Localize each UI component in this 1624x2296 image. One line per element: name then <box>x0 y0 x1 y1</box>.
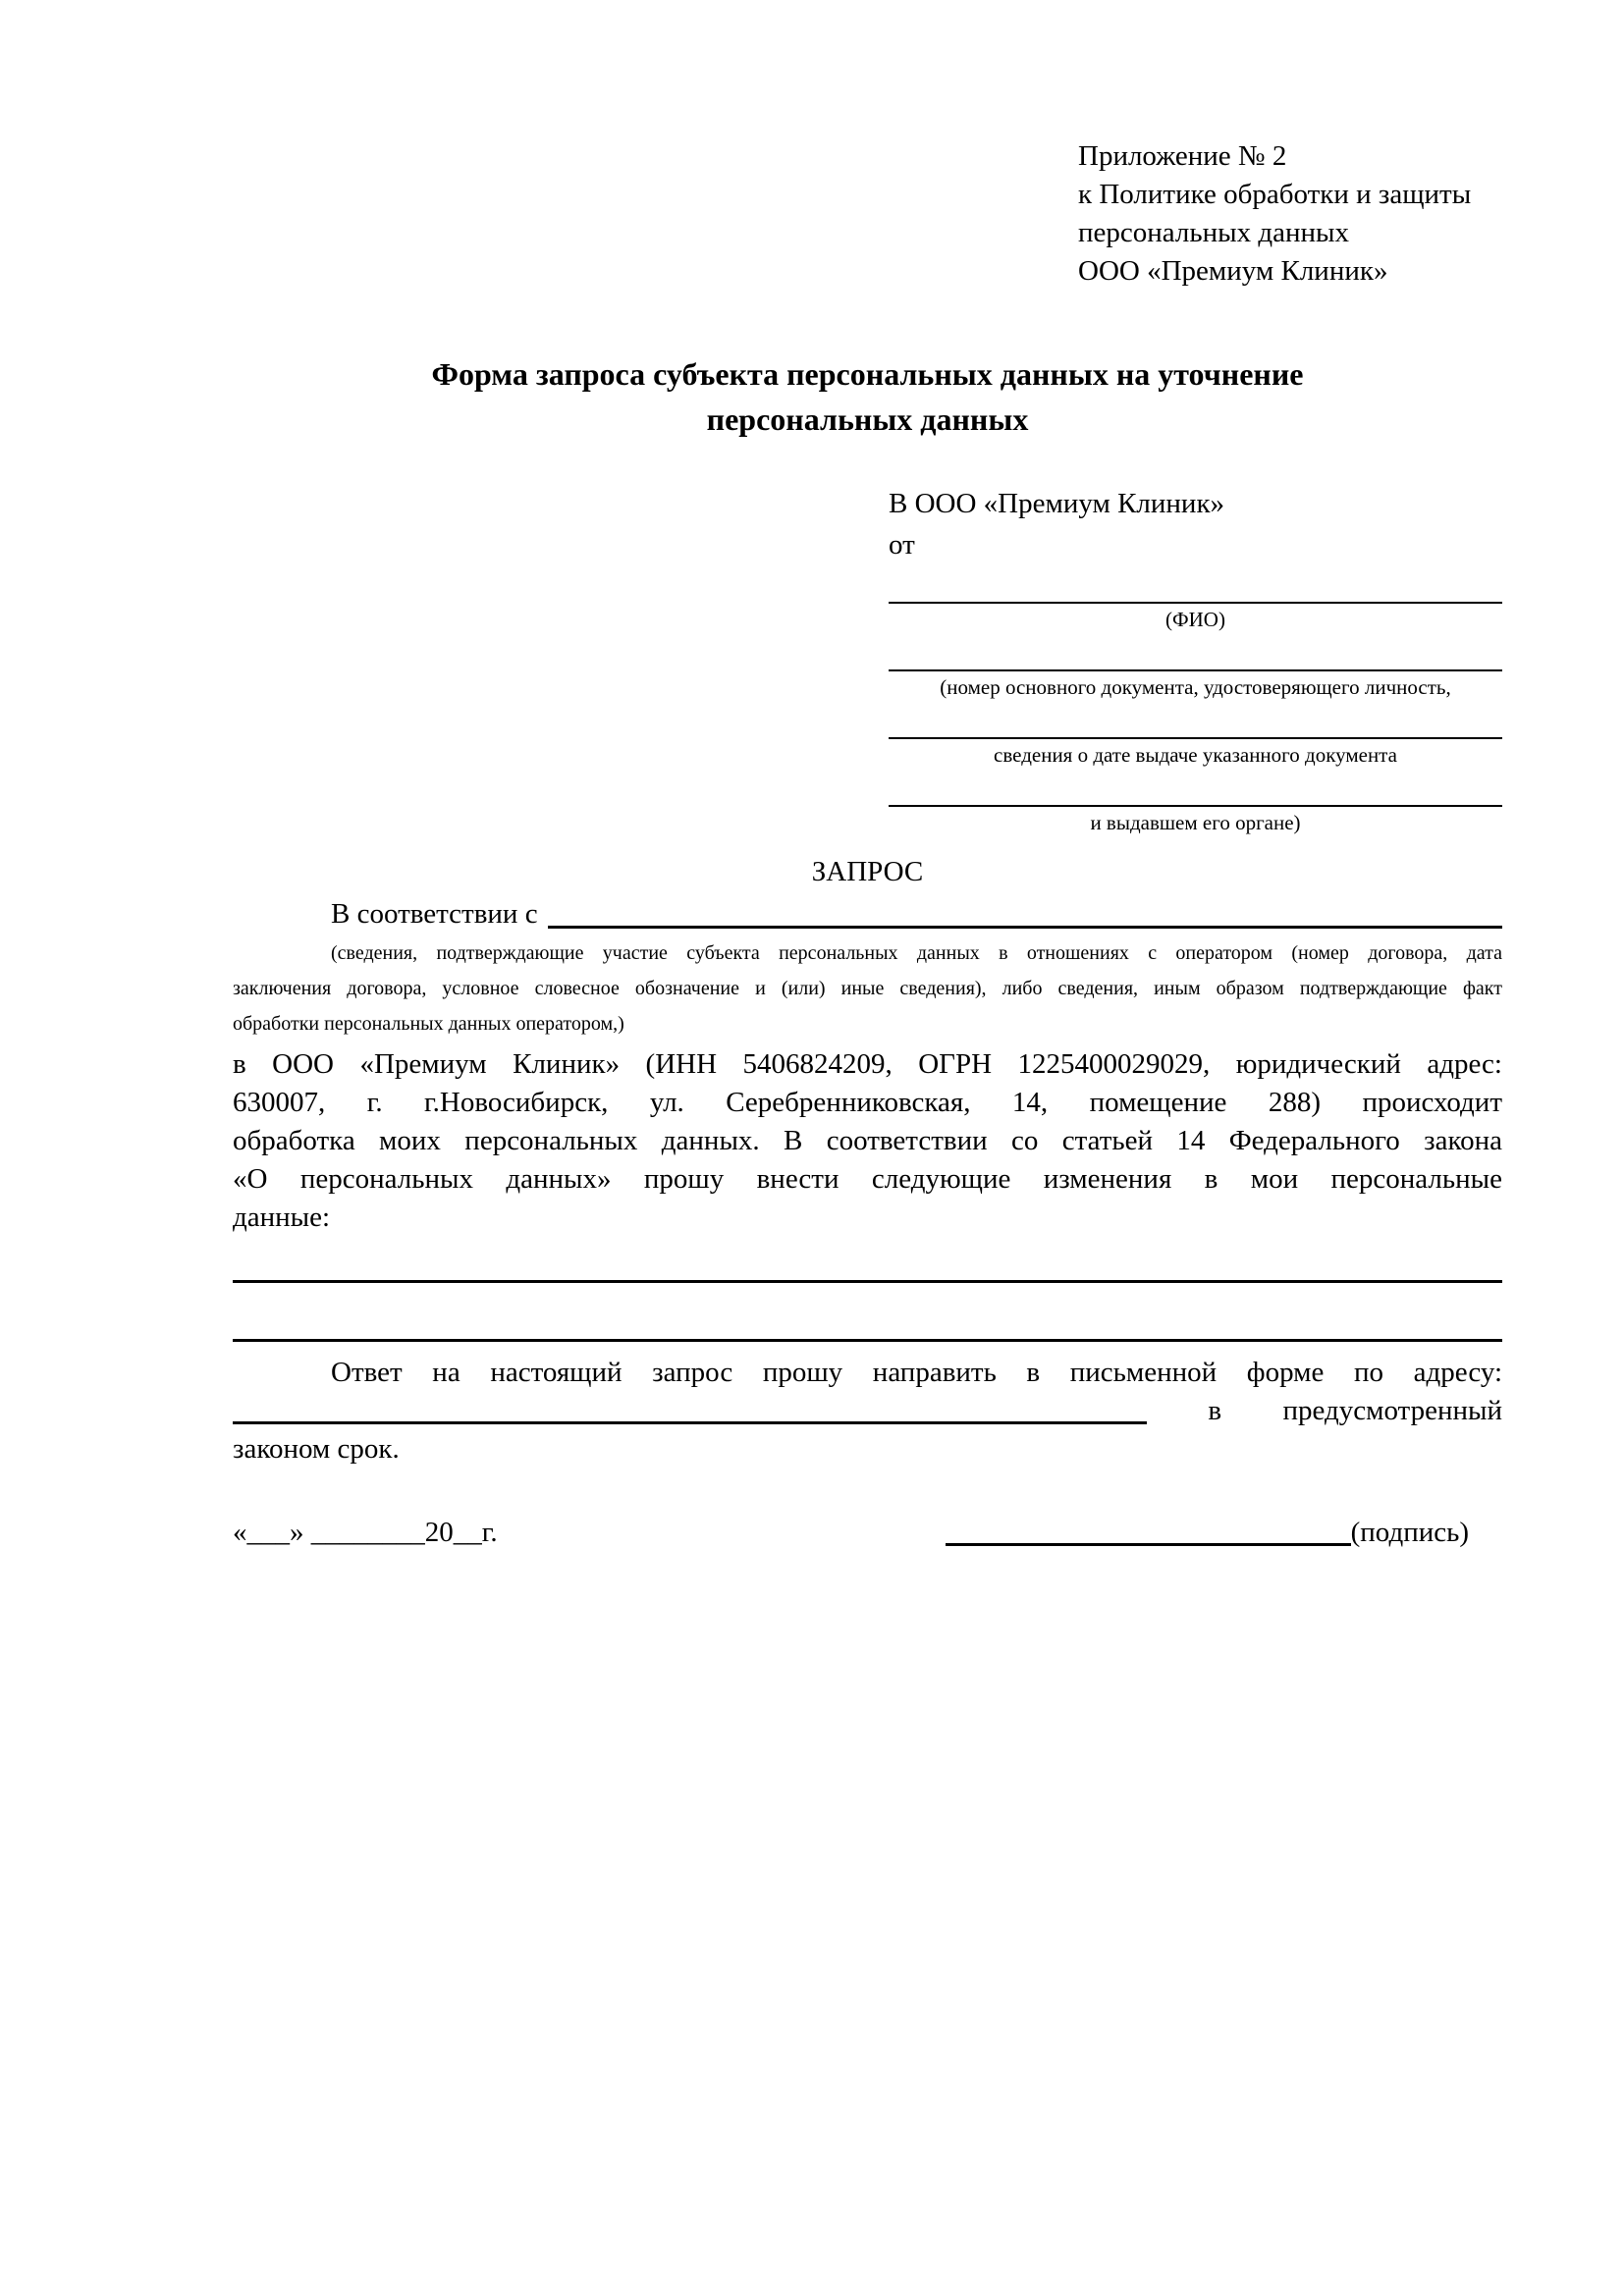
appendix-header-line-3: персональных данных <box>1078 217 1350 248</box>
issuing-authority-field-line[interactable] <box>889 775 1502 807</box>
issue-date-caption: сведения о дате выдаче указанного документа <box>994 743 1397 767</box>
changes-field-line-2[interactable] <box>233 1339 1502 1342</box>
basis-note-line-2: заключения договора, условное словесное обозначение и (или) иные сведения), либо сведения, иным образом подтверждающие факт <box>233 978 1502 999</box>
reply-line-3: законом срок. <box>233 1433 400 1465</box>
reply-word-predusmotrenny: предусмотренный <box>1282 1395 1502 1426</box>
basis-note-line-3: обработки персональных данных оператором,) <box>233 1013 624 1035</box>
fio-field-caption: (ФИО) <box>1165 608 1225 631</box>
recipient-from-label: от <box>889 529 915 561</box>
reply-paragraph <box>233 1354 1502 1468</box>
appendix-header <box>1078 137 1502 291</box>
request-body-line-3: обработка моих персональных данных. В соответствии со статьей 14 Федерального закона <box>233 1125 1502 1156</box>
document-title <box>233 351 1502 442</box>
issuing-authority-field <box>889 775 1502 835</box>
date-field[interactable]: «___» ________20__г. <box>233 1517 498 1548</box>
basis-note <box>233 935 1502 1041</box>
signature-field-line[interactable] <box>946 1517 1351 1546</box>
request-body-line-4: «О персональных данных» прошу внести следующие изменения в мои персональные <box>233 1163 1502 1195</box>
id-document-number-field-line[interactable] <box>889 640 1502 671</box>
basis-note-line-1: (сведения, подтверждающие участие субъекта персональных данных в отношениях с оператором (номер договора, дата <box>331 942 1502 964</box>
request-heading: ЗАПРОС <box>811 856 924 887</box>
issue-date-field-line[interactable] <box>889 708 1502 739</box>
id-document-number-caption: (номер основного документа, удостоверяющего личность, <box>940 675 1451 699</box>
appendix-header-line-4: ООО «Премиум Клиник» <box>1078 255 1388 287</box>
basis-label: В соответствии с <box>331 898 538 930</box>
issue-date-field <box>889 708 1502 768</box>
document-title-line-1: Форма запроса субъекта персональных данных на уточнение <box>431 356 1304 392</box>
signature-field <box>946 1514 1469 1552</box>
request-body-line-2: 630007, г. г.Новосибирск, ул. Серебренниковская, 14, помещение 288) происходит <box>233 1087 1502 1118</box>
request-body-line-5: данные: <box>233 1201 331 1233</box>
appendix-header-line-2: к Политике обработки и защиты <box>1078 179 1472 210</box>
reply-word-v: в <box>1208 1395 1222 1426</box>
changes-field-line-1[interactable] <box>233 1280 1502 1283</box>
fio-field <box>889 572 1502 632</box>
basis-field-line[interactable] <box>548 895 1502 929</box>
recipient-to: В ООО «Премиум Клиник» <box>889 488 1225 519</box>
signature-caption: (подпись) <box>1350 1517 1469 1548</box>
issuing-authority-caption: и выдавшем его органе) <box>1090 811 1301 834</box>
document-title-line-2: персональных данных <box>706 401 1029 437</box>
request-body <box>233 1045 1502 1237</box>
reply-line-1: Ответ на настоящий запрос прошу направить в письменной форме по адресу: <box>331 1357 1502 1388</box>
basis-row <box>233 895 1502 934</box>
signature-row <box>233 1514 1502 1552</box>
reply-address-field-line[interactable] <box>233 1395 1147 1424</box>
id-document-number-field <box>889 640 1502 700</box>
reply-line-2 <box>233 1392 1502 1430</box>
appendix-header-line-1: Приложение № 2 <box>1078 140 1287 172</box>
request-body-line-1: в ООО «Премиум Клиник» (ИНН 5406824209, ОГРН 1225400029029, юридический адрес: <box>233 1048 1502 1080</box>
fio-field-line[interactable] <box>889 572 1502 604</box>
recipient-block <box>889 485 1502 835</box>
